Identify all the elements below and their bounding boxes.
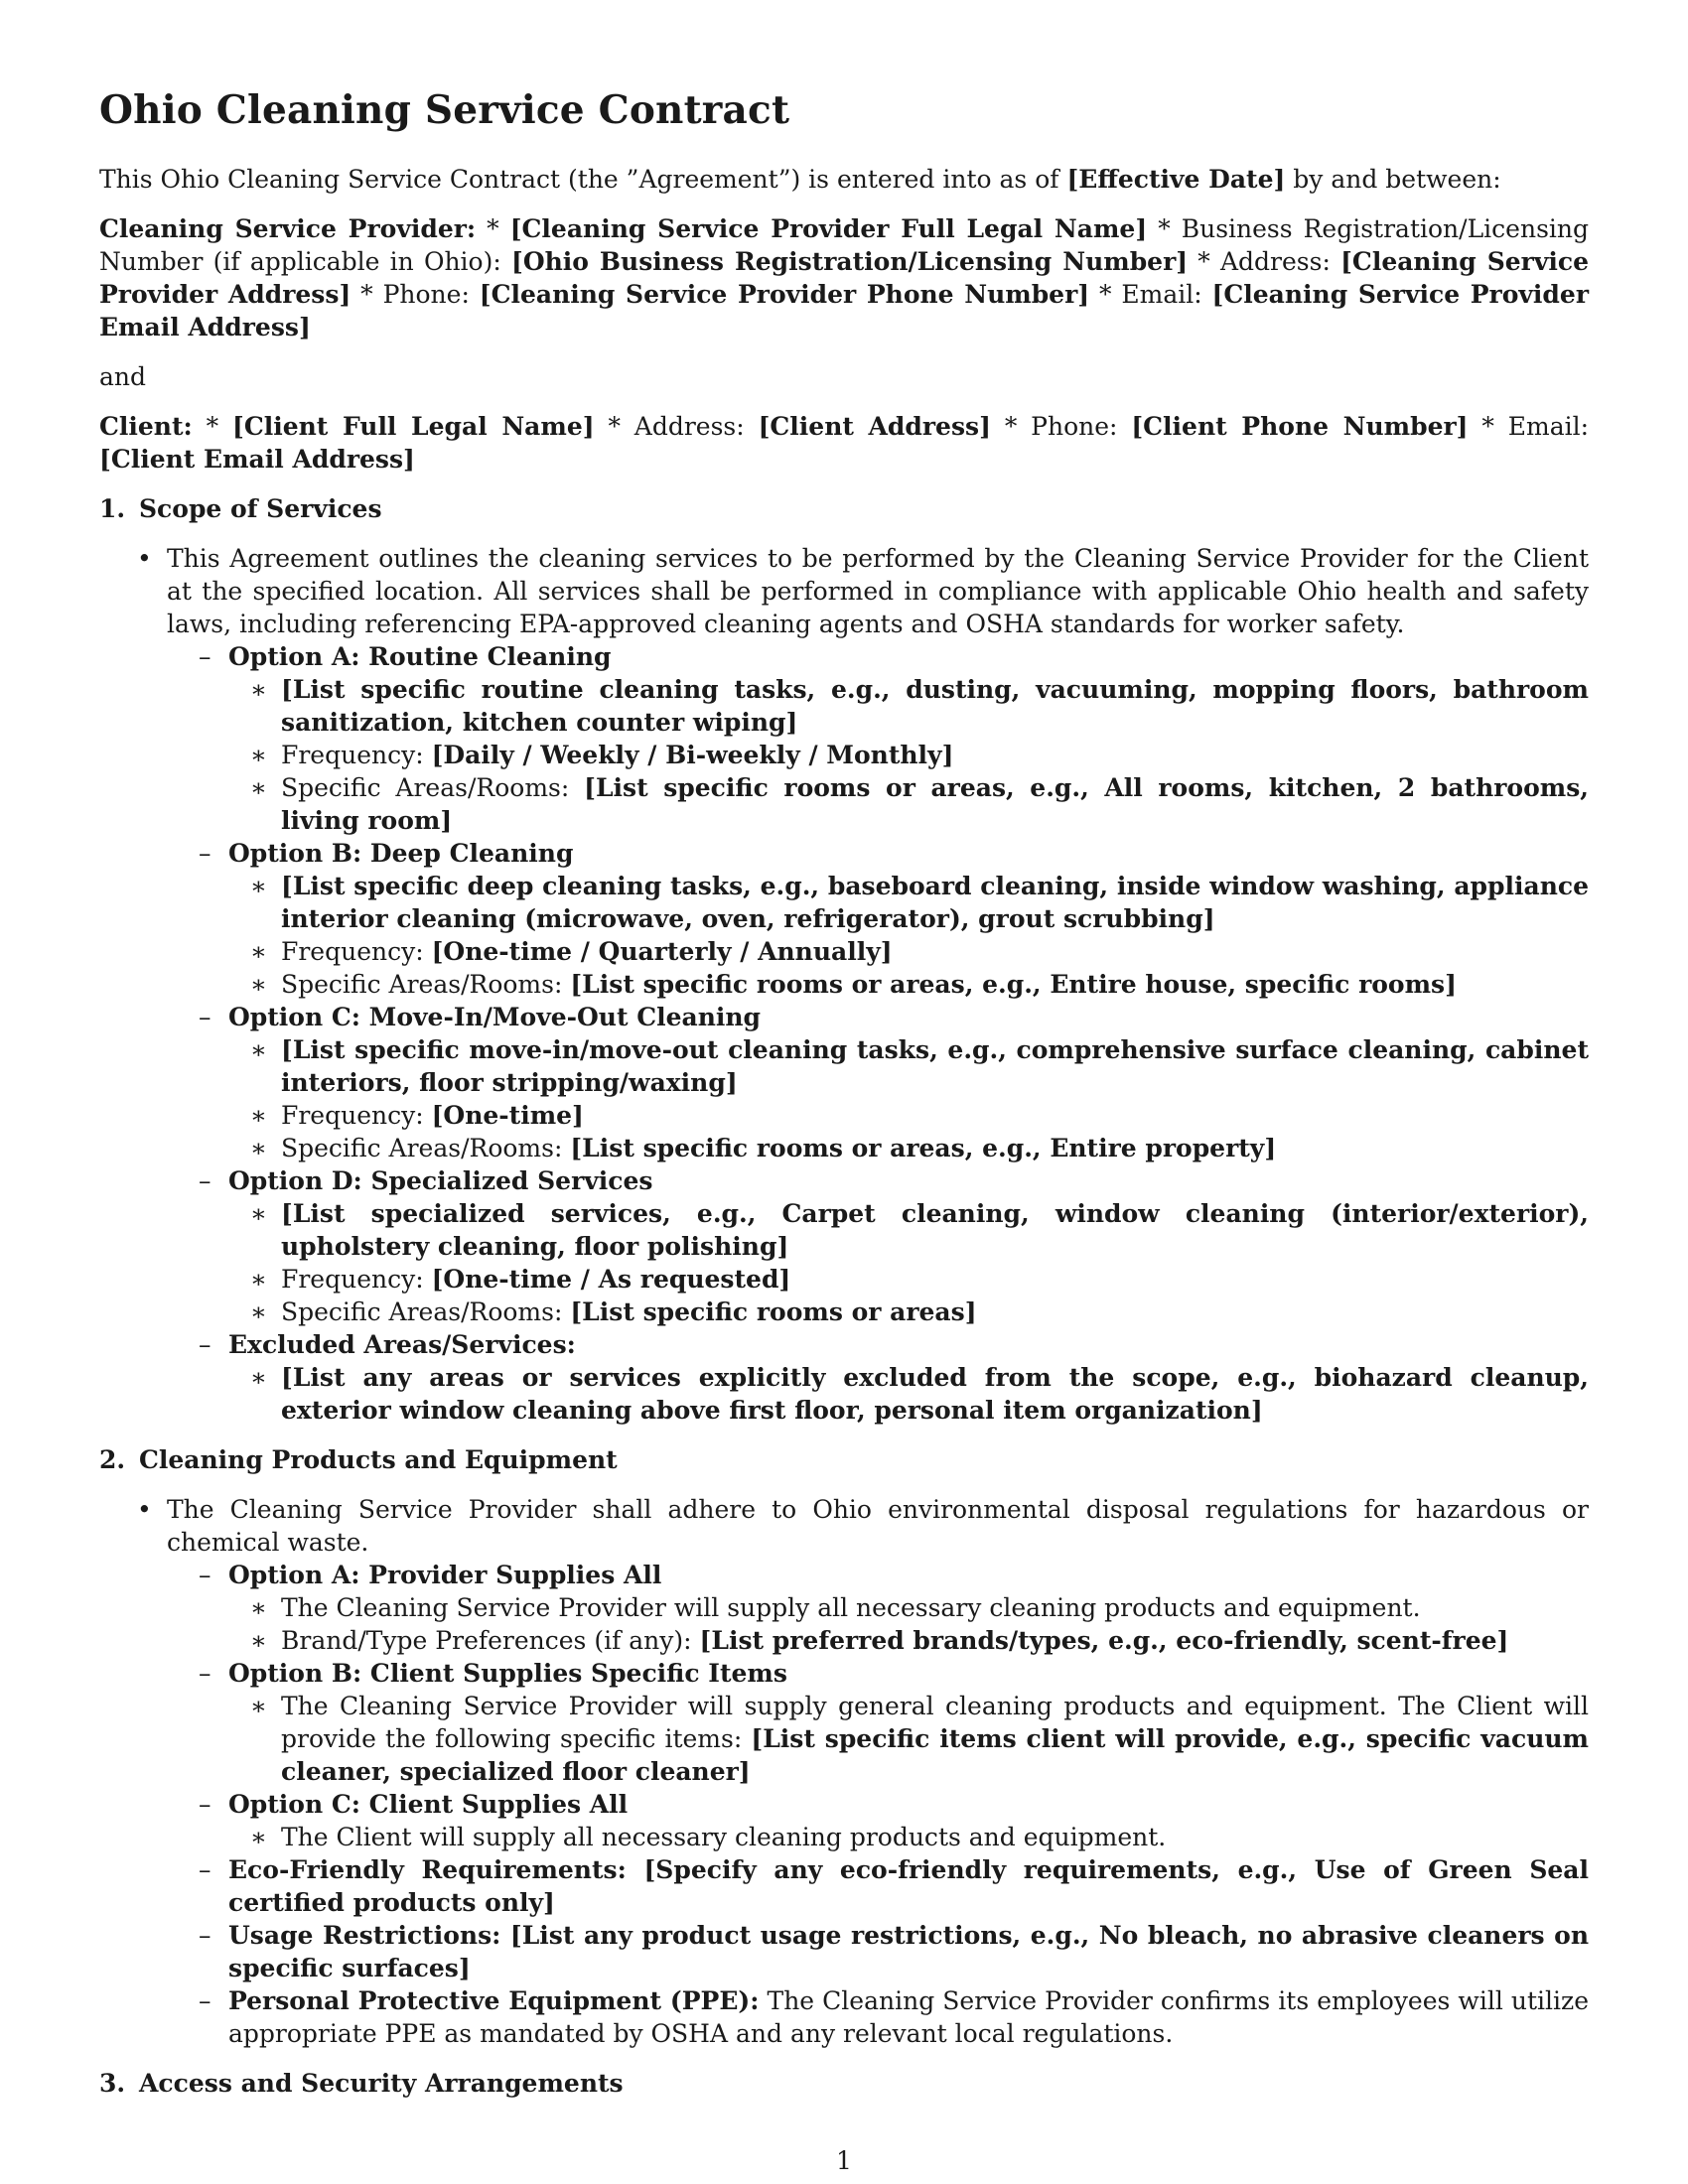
document-title: Ohio Cleaning Service Contract: [99, 87, 790, 133]
detail-field: [List specific rooms or areas, e.g., Entire property]: [570, 1134, 1277, 1162]
option-detail: [99, 771, 1589, 837]
star-marker: ∗: [250, 872, 267, 900]
dash-marker: –: [199, 1659, 211, 1688]
provider-reg-label: * Business Registration/Licensing Number (if applicable in Ohio):: [99, 214, 1589, 276]
provider-phone-label: * Phone:: [351, 280, 480, 309]
detail-field: [List specialized services, e.g., Carpet cleaning, window cleaning (interior/exterior), upholstery cleaning, floor polishing]: [281, 1199, 1589, 1261]
page-number: 1: [836, 2146, 852, 2175]
provider-addr-label: * Address:: [1188, 247, 1341, 276]
section-number: 2.: [99, 1445, 126, 1474]
star-marker: ∗: [250, 1265, 267, 1294]
section-heading: [99, 1443, 1589, 1476]
option-item: [99, 1328, 1589, 1361]
detail-field: [List specific move-in/move-out cleaning tasks, e.g., comprehensive surface cleaning, cabinet interiors, floor stripping/waxing]: [281, 1035, 1589, 1097]
detail-text: The Client will supply all necessary cleaning products and equipment.: [281, 1823, 1167, 1851]
provider-reg-field: [Ohio Business Registration/Licensing Number]: [510, 247, 1189, 276]
detail-field: [List any areas or services explicitly excluded from the scope, e.g., biohazard cleanup, exterior window cleaning above first floor, personal item organization]: [281, 1363, 1589, 1425]
option-detail: [99, 1263, 1589, 1296]
detail-field: [Daily / Weekly / Bi-weekly / Monthly]: [431, 741, 954, 769]
option-label: Option B: Client Supplies Specific Items: [228, 1659, 787, 1688]
dash-marker: –: [199, 1986, 211, 2015]
note-item: [99, 1984, 1589, 2050]
note-text: The Cleaning Service Provider confirms its employees will utilize appropriate PPE as mandated by OSHA and any relevant local regulations.: [228, 1986, 1589, 2048]
section-intro-text: The Cleaning Service Provider shall adhere to Ohio environmental disposal regulations for hazardous or chemical waste.: [167, 1495, 1589, 1557]
option-detail: [99, 968, 1589, 1001]
provider-phone-field: [Cleaning Service Provider Phone Number]: [479, 280, 1090, 309]
detail-field: [List specific routine cleaning tasks, e.g., dusting, vacuuming, mopping floors, bathroom sanitization, kitchen counter wiping]: [281, 675, 1589, 737]
option-label: Excluded Areas/Services:: [228, 1330, 576, 1359]
option-detail: [99, 935, 1589, 968]
option-label: Option C: Client Supplies All: [228, 1790, 629, 1819]
section-title: Scope of Services: [139, 494, 382, 523]
option-detail: [99, 1821, 1589, 1853]
detail-text: Frequency:: [281, 1101, 432, 1130]
star-marker: ∗: [250, 1823, 267, 1851]
client-label: Client:: [99, 412, 193, 441]
option-label: Option C: Move-In/Move-Out Cleaning: [228, 1003, 762, 1031]
star-marker: ∗: [250, 1101, 267, 1130]
detail-field: [List preferred brands/types, e.g., eco-friendly, scent-free]: [699, 1626, 1509, 1655]
detail-text: Frequency:: [281, 741, 432, 769]
section-intro-text: This Agreement outlines the cleaning services to be performed by the Cleaning Service Provider for the Client at the specified location. All services shall be performed in compliance with applicable Ohio health and safety laws, including referencing EPA-approved cleaning agents and OSHA standards for worker safety.: [167, 544, 1589, 638]
option-detail: [99, 673, 1589, 739]
dash-marker: –: [199, 1790, 211, 1819]
option-label: Option D: Specialized Services: [228, 1166, 653, 1195]
detail-text: Frequency:: [281, 937, 432, 966]
section-intro: [99, 542, 1589, 640]
detail-field: [List specific items client will provide, e.g., specific vacuum cleaner, specialized floor cleaner]: [281, 1724, 1589, 1786]
dash-marker: –: [199, 642, 211, 671]
detail-text: The Cleaning Service Provider will supply all necessary cleaning products and equipment.: [281, 1593, 1421, 1622]
detail-field: [One-time / Quarterly / Annually]: [431, 937, 893, 966]
option-detail: [99, 870, 1589, 935]
client-block: [99, 410, 1589, 476]
option-detail: [99, 1132, 1589, 1164]
option-item: [99, 1001, 1589, 1033]
star-marker: ∗: [250, 1297, 267, 1326]
provider-sep: *: [476, 214, 510, 243]
section-intro: [99, 1493, 1589, 1559]
option-detail: [99, 1690, 1589, 1788]
document-page: [99, 87, 1589, 2116]
detail-text: The Cleaning Service Provider will supply general cleaning products and equipment. The Client will provide the following specific items:: [281, 1692, 1589, 1753]
option-item: [99, 1164, 1589, 1197]
bullet-marker: •: [137, 1495, 152, 1524]
option-item: [99, 1788, 1589, 1821]
client-name-field: [Client Full Legal Name]: [231, 412, 595, 441]
detail-text: Brand/Type Preferences (if any):: [281, 1626, 700, 1655]
option-detail: [99, 739, 1589, 771]
dash-marker: –: [199, 1166, 211, 1195]
option-detail: [99, 1591, 1589, 1624]
option-item: [99, 640, 1589, 673]
dash-marker: –: [199, 1003, 211, 1031]
option-label: Option B: Deep Cleaning: [228, 839, 574, 868]
note-label: Personal Protective Equipment (PPE):: [228, 1986, 760, 2015]
note-label: Eco-Friendly Requirements:: [228, 1855, 627, 1884]
note-item: [99, 1919, 1589, 1984]
option-item: [99, 837, 1589, 870]
section-title: Cleaning Products and Equipment: [139, 1445, 618, 1474]
star-marker: ∗: [250, 937, 267, 966]
detail-field: [List specific rooms or areas, e.g., All rooms, kitchen, 2 bathrooms, living room]: [281, 773, 1589, 835]
section-number: 3.: [99, 2069, 126, 2098]
effective-date-field: [Effective Date]: [1066, 165, 1286, 194]
detail-text: Specific Areas/Rooms:: [281, 773, 585, 802]
detail-field: [One-time / As requested]: [431, 1265, 791, 1294]
detail-field: [One-time]: [431, 1101, 584, 1130]
detail-text: Specific Areas/Rooms:: [281, 970, 571, 999]
intro-text: This Ohio Cleaning Service Contract (the ”Agreement”) is entered into as of: [99, 165, 1067, 194]
dash-marker: –: [199, 1561, 211, 1589]
client-phone-field: [Client Phone Number]: [1131, 412, 1469, 441]
provider-name-field: [Cleaning Service Provider Full Legal Name]: [509, 214, 1148, 243]
intro-paragraph: [99, 163, 1589, 196]
note-label: Usage Restrictions:: [228, 1921, 501, 1950]
detail-field: [List specific rooms or areas]: [570, 1297, 977, 1326]
option-label: Option A: Provider Supplies All: [228, 1561, 662, 1589]
star-marker: ∗: [250, 1199, 267, 1228]
contract-sections: [99, 492, 1589, 2100]
option-item: [99, 1559, 1589, 1591]
option-detail: [99, 1033, 1589, 1099]
dash-marker: –: [199, 1921, 211, 1950]
dash-marker: –: [199, 1855, 211, 1884]
star-marker: ∗: [250, 1134, 267, 1162]
detail-text: Specific Areas/Rooms:: [281, 1297, 571, 1326]
section-number: 1.: [99, 494, 126, 523]
client-addr-label: * Address:: [594, 412, 759, 441]
star-marker: ∗: [250, 773, 267, 802]
client-email-label: * Email:: [1468, 412, 1590, 441]
option-detail: [99, 1624, 1589, 1657]
option-item: [99, 1657, 1589, 1690]
section-title: Access and Security Arrangements: [139, 2069, 624, 2098]
section-body: [99, 542, 1589, 1427]
star-marker: ∗: [250, 741, 267, 769]
provider-block: [99, 212, 1589, 343]
dash-marker: –: [199, 839, 211, 868]
client-phone-label: * Phone:: [990, 412, 1132, 441]
provider-email-field: [Cleaning Service Provider Email Address]: [99, 280, 1589, 341]
client-addr-field: [Client Address]: [758, 412, 991, 441]
provider-addr-field: [Cleaning Service Provider Address]: [99, 247, 1589, 309]
option-detail: [99, 1296, 1589, 1328]
client-email-field: [Client Email Address]: [99, 445, 415, 474]
star-marker: ∗: [250, 1363, 267, 1392]
option-detail: [99, 1197, 1589, 1263]
option-label: Option A: Routine Cleaning: [228, 642, 612, 671]
star-marker: ∗: [250, 970, 267, 999]
detail-text: Specific Areas/Rooms:: [281, 1134, 571, 1162]
section-heading: [99, 492, 1589, 525]
client-sep: *: [192, 412, 232, 441]
option-detail: [99, 1361, 1589, 1427]
star-marker: ∗: [250, 1593, 267, 1622]
section-body: [99, 1493, 1589, 2050]
star-marker: ∗: [250, 1692, 267, 1720]
option-detail: [99, 1099, 1589, 1132]
section-heading: [99, 2067, 1589, 2100]
star-marker: ∗: [250, 1626, 267, 1655]
detail-text: Frequency:: [281, 1265, 432, 1294]
detail-field: [List specific deep cleaning tasks, e.g., baseboard cleaning, inside window washing, appliance interior cleaning (microwave, oven, refrigerator), grout scrubbing]: [281, 872, 1589, 933]
provider-label: Cleaning Service Provider:: [99, 214, 477, 243]
note-text: [List any product usage restrictions, e.g., No bleach, no abrasive cleaners on specific surfaces]: [228, 1921, 1589, 1982]
note-item: [99, 1853, 1589, 1919]
star-marker: ∗: [250, 1035, 267, 1064]
detail-field: [List specific rooms or areas, e.g., Entire house, specific rooms]: [570, 970, 1457, 999]
intro-text-end: by and between:: [1285, 165, 1501, 194]
dash-marker: –: [199, 1330, 211, 1359]
and-text: and: [99, 362, 147, 391]
bullet-marker: •: [137, 544, 152, 573]
provider-email-label: * Email:: [1089, 280, 1212, 309]
star-marker: ∗: [250, 675, 267, 704]
note-text: [Specify any eco-friendly requirements, e.g., Use of Green Seal certified products only]: [228, 1855, 1590, 1917]
